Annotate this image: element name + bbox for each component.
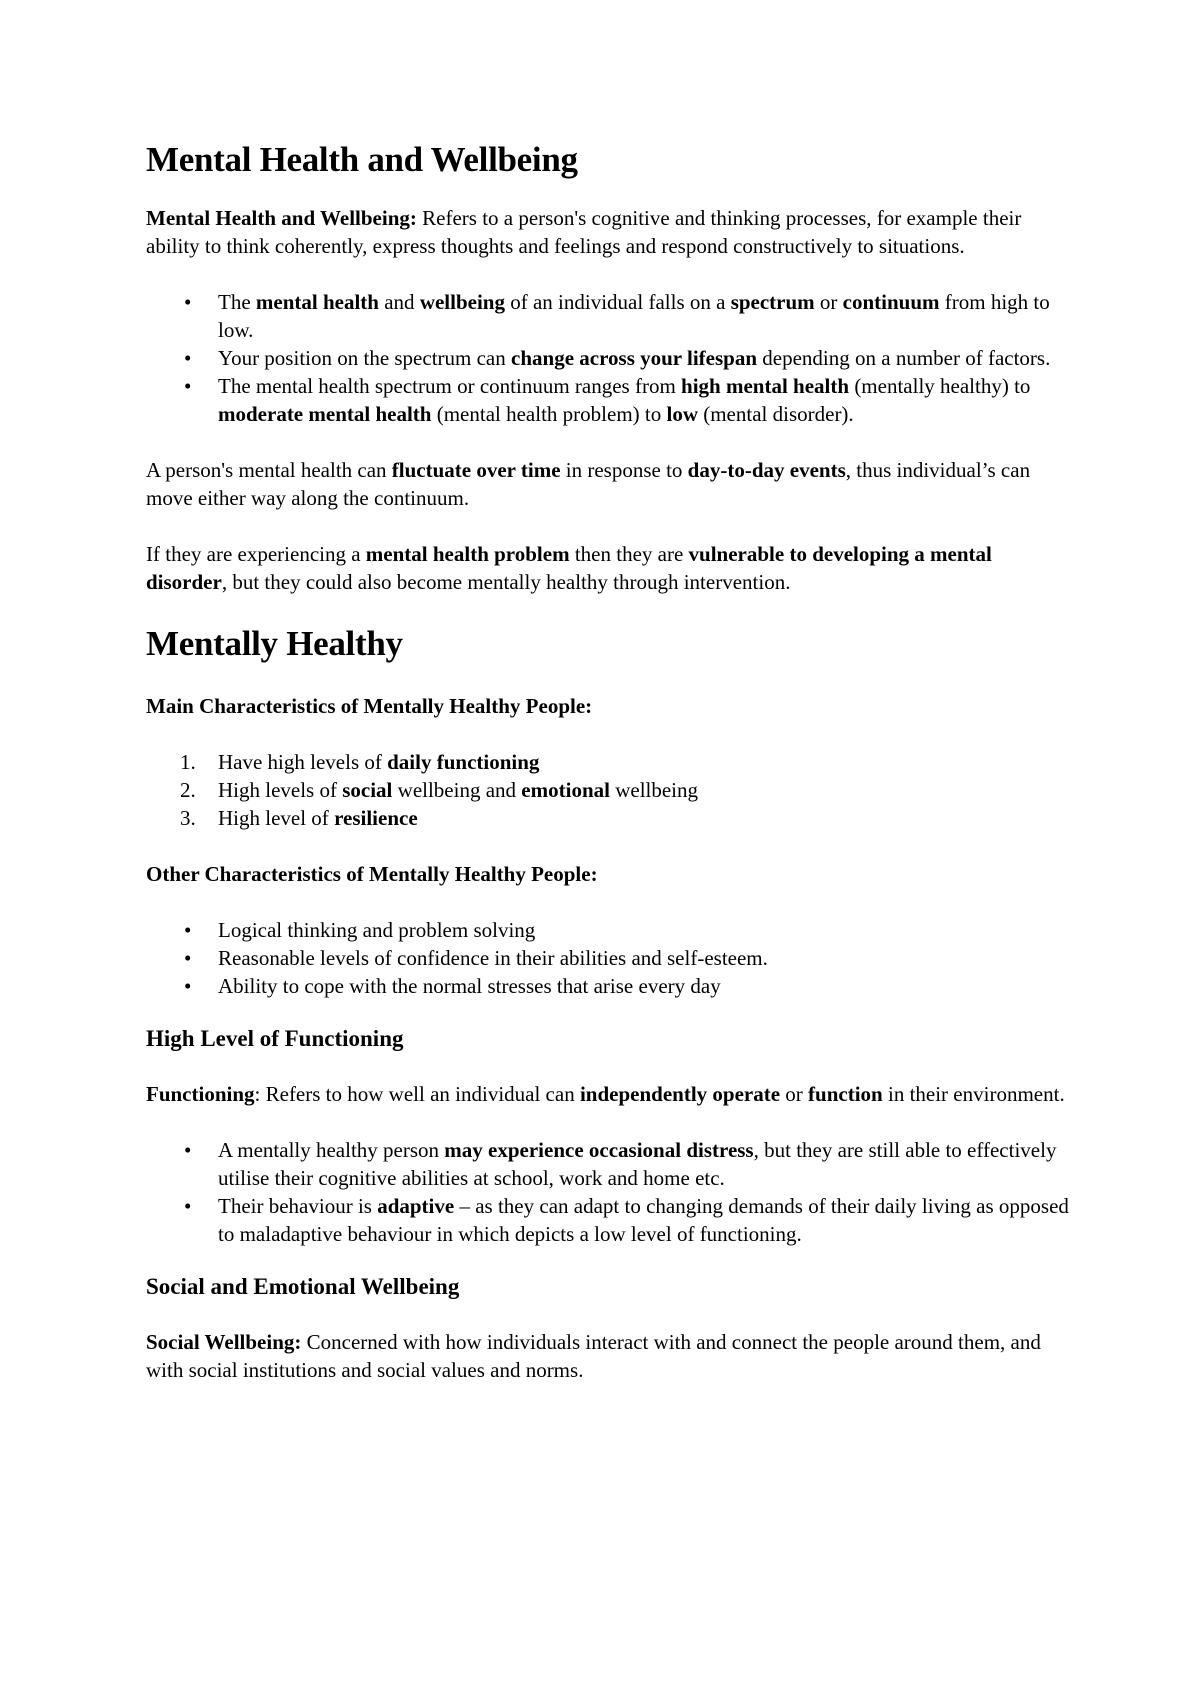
text-run: (mental health problem) to — [431, 402, 667, 426]
section-title-mentally-healthy: Mentally Healthy — [146, 624, 403, 663]
text-run: (mental disorder). — [697, 402, 854, 426]
text-run: and — [378, 290, 420, 314]
text-run: : Refers to how well an individual can — [254, 1082, 580, 1106]
bold-text: Functioning — [146, 1082, 255, 1106]
list-item — [146, 344, 1070, 372]
text-run: (mentally healthy) to — [849, 374, 1031, 398]
functioning-heading: High Level of Functioning — [146, 1026, 404, 1051]
other-characteristics-list — [146, 916, 1070, 1000]
page-title: Mental Health and Wellbeing — [146, 140, 578, 179]
bullet-marker: • — [184, 1194, 192, 1218]
text-run: Your position on the spectrum can — [218, 346, 512, 370]
list-item — [146, 804, 1070, 832]
bullet-marker: • — [184, 974, 192, 998]
text-run: High level of — [218, 806, 335, 830]
text-run: , but they could also become mentally healthy through intervention. — [221, 570, 791, 594]
bold-text: daily functioning — [387, 750, 540, 774]
other-characteristics-heading: Other Characteristics of Mentally Healthy People: — [146, 862, 598, 886]
bold-text: independently operate — [579, 1082, 781, 1106]
bold-text: moderate mental health — [218, 402, 432, 426]
text-run: The — [218, 290, 256, 314]
text-run: or — [814, 290, 843, 314]
bold-text: may experience occasional distress — [444, 1138, 754, 1162]
text-run: then they are — [569, 542, 689, 566]
social-wellbeing-label: Social Wellbeing: — [146, 1330, 302, 1354]
text-run: , thus individual’s can move either way along the continuum. — [146, 458, 1031, 510]
text-run: wellbeing and — [392, 778, 522, 802]
list-number: 3. — [180, 806, 196, 830]
bold-text: low — [666, 402, 698, 426]
bold-text: vulnerable to developing a mental disorder — [146, 542, 992, 594]
list-item: • Ability to cope with the normal stresses that arise every day — [184, 974, 721, 998]
list-item — [146, 776, 1070, 804]
list-item — [146, 1136, 1070, 1192]
bold-text: function — [808, 1082, 883, 1106]
text-run: – as they can adapt to changing demands of their daily living as opposed to maladaptive behaviour in which depicts a low level of functioning. — [218, 1194, 1069, 1246]
bold-text: wellbeing — [419, 290, 505, 314]
intro-text: Refers to a person's cognitive and thinking processes, for example their ability to think coherently, express thoughts and feelings and respond constructively to situations. — [146, 206, 1022, 258]
text-run: from high to low. — [218, 290, 1050, 342]
text-run: wellbeing — [609, 778, 699, 802]
text-run: If they are experiencing a — [146, 542, 366, 566]
bold-text: fluctuate over time — [391, 458, 561, 482]
list-number: 1. — [180, 750, 196, 774]
main-characteristics-heading: Main Characteristics of Mentally Healthy People: — [146, 694, 593, 718]
text-run: The mental health spectrum or continuum ranges from — [218, 374, 682, 398]
social-emotional-heading: Social and Emotional Wellbeing — [146, 1274, 460, 1299]
text-run: depending on a number of factors. — [757, 346, 1051, 370]
list-number: 2. — [180, 778, 196, 802]
text-run: in their environment. — [882, 1082, 1065, 1106]
list-item — [146, 1192, 1070, 1248]
bullet-marker: • — [184, 346, 192, 370]
bold-text: mental health — [255, 290, 379, 314]
intro-label: Mental Health and Wellbeing: — [146, 206, 417, 230]
functioning-paragraph — [146, 1080, 1070, 1108]
bold-text: change across your lifespan — [511, 346, 758, 370]
bullet-marker: • — [184, 290, 192, 314]
bold-text: adaptive — [377, 1194, 455, 1218]
list-item: • Logical thinking and problem solving — [184, 918, 536, 942]
text-run: High levels of — [218, 778, 343, 802]
bullet-marker: • — [184, 918, 192, 942]
bold-text: emotional — [521, 778, 610, 802]
text-run: Their behaviour is — [218, 1194, 378, 1218]
bullet-marker: • — [184, 374, 192, 398]
social-wellbeing-text: Concerned with how individuals interact with and connect the people around them, and with social institutions and social values and norms. — [146, 1330, 1041, 1382]
bold-text: continuum — [842, 290, 940, 314]
text-run: Have high levels of — [218, 750, 388, 774]
list-item — [146, 748, 1070, 776]
bold-text: mental health problem — [365, 542, 570, 566]
bullet-marker: • — [184, 946, 192, 970]
bullet-marker: • — [184, 1138, 192, 1162]
text-run: A person's mental health can — [146, 458, 392, 482]
bold-text: high mental health — [681, 374, 850, 398]
bold-text: resilience — [334, 806, 418, 830]
vulnerable-paragraph — [146, 540, 1070, 596]
fluctuate-paragraph — [146, 456, 1070, 512]
text-run: , but they are still able to effectively utilise their cognitive abilities at school, work and home etc. — [218, 1138, 1057, 1190]
list-item: • Reasonable levels of confidence in their abilities and self-esteem. — [184, 946, 768, 970]
bold-text: spectrum — [730, 290, 815, 314]
text-run: of an individual falls on a — [504, 290, 731, 314]
text-run: or — [780, 1082, 809, 1106]
social-wellbeing-paragraph — [146, 1328, 1070, 1384]
functioning-bullet-list — [146, 1136, 1070, 1248]
list-item — [146, 288, 1070, 344]
intro-paragraph — [146, 204, 1070, 260]
main-characteristics-list — [146, 748, 1070, 832]
text-run: in response to — [560, 458, 688, 482]
bold-text: day-to-day events — [687, 458, 846, 482]
bold-text: social — [342, 778, 393, 802]
text-run: A mentally healthy person — [218, 1138, 445, 1162]
spectrum-bullet-list — [146, 288, 1070, 428]
list-item — [146, 372, 1070, 428]
